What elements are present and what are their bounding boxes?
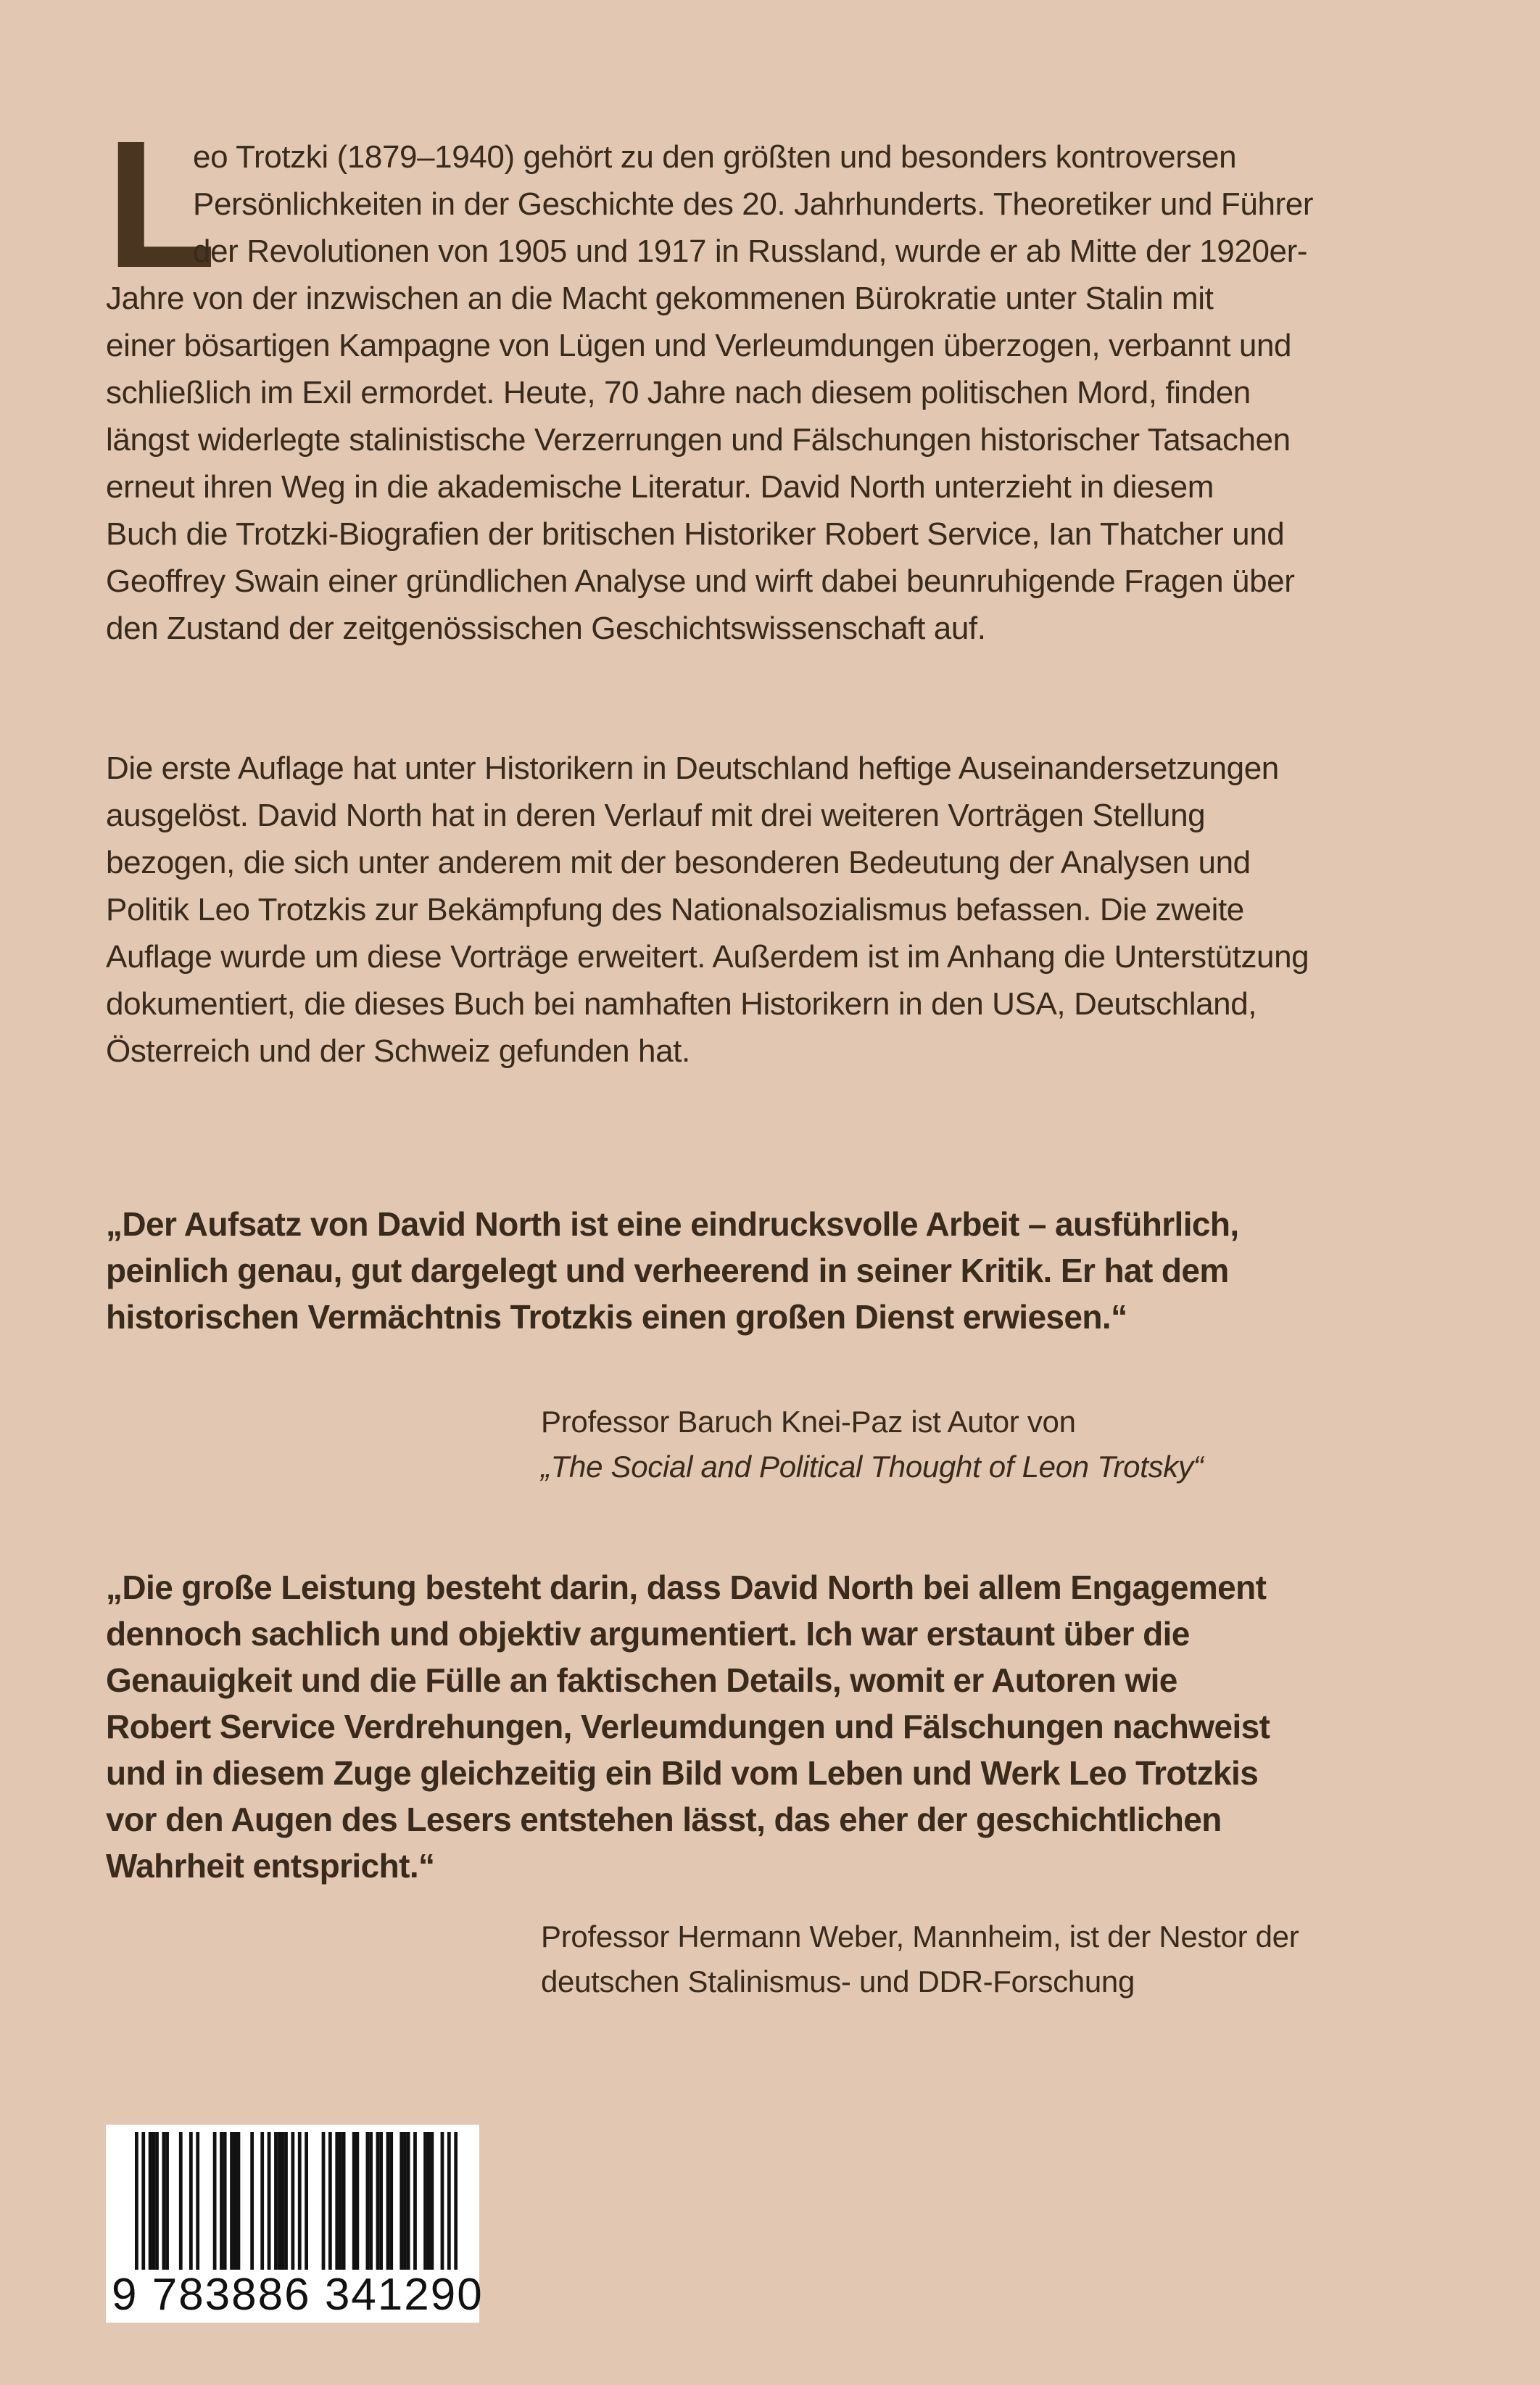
- barcode-bar: [379, 2132, 383, 2270]
- barcode-bar: [389, 2132, 393, 2270]
- barcode-bar: [220, 2132, 223, 2270]
- barcode-bar: [250, 2132, 254, 2270]
- text-line: der Revolutionen von 1905 und 1917 in Russland, wurde er ab Mitte der 1920er-: [193, 233, 1308, 269]
- text-line: Politik Leo Trotzkis zur Bekämpfung des Nationalsozialismus befassen. Die zweite: [106, 892, 1244, 927]
- quote-line: Wahrheit entspricht.“: [106, 1847, 435, 1885]
- attribution-line: deutschen Stalinismus- und DDR-Forschung: [541, 1964, 1135, 1998]
- barcode-bar: [162, 2132, 165, 2270]
- drop-cap: L: [106, 103, 217, 305]
- barcode-bar: [278, 2132, 281, 2270]
- quote-line: „Der Aufsatz von David North ist eine eindrucksvolle Arbeit – ausführlich,: [106, 1205, 1239, 1243]
- quote-line: peinlich genau, gut dargelegt und verheerend in seiner Kritik. Er hat dem: [106, 1252, 1229, 1289]
- barcode-bar: [339, 2132, 342, 2270]
- text-line: dokumentiert, die dieses Buch bei namhaften Historikern in den USA, Deutschland,: [106, 986, 1257, 1022]
- attribution-line: Professor Baruch Knei-Paz ist Autor von: [541, 1405, 1076, 1439]
- barcode-bar: [281, 2132, 284, 2270]
- barcode-bar: [322, 2132, 326, 2270]
- text-line: Persönlichkeiten in der Geschichte des 20. Jahrhunderts. Theoretiker und Führer: [193, 186, 1314, 222]
- text-line: ausgelöst. David North hat in deren Verlauf mit drei weiteren Vorträgen Stellung: [106, 798, 1206, 833]
- barcode-bar: [423, 2132, 427, 2270]
- barcode-bar: [355, 2132, 359, 2270]
- text-line: erneut ihren Weg in die akademische Literatur. David North unterzieht in diesem: [106, 469, 1214, 505]
- text-line: bezogen, die sich unter anderem mit der besonderen Bedeutung der Analysen und: [106, 845, 1251, 880]
- barcode-bar: [376, 2132, 380, 2270]
- barcode-bar: [403, 2132, 407, 2270]
- barcode-bar: [196, 2132, 199, 2270]
- barcode-bar: [237, 2132, 241, 2270]
- attribution-line: Professor Hermann Weber, Mannheim, ist der Nestor der: [541, 1919, 1299, 1954]
- barcode-bar: [165, 2132, 169, 2270]
- text-line: eo Trotzki (1879–1940) gehört zu den größten und besonders kontroversen: [193, 139, 1237, 175]
- text-line: Auflage wurde um diese Vorträge erweitert. Außerdem ist im Anhang die Unterstützung: [106, 939, 1309, 975]
- barcode-bar: [223, 2132, 227, 2270]
- text-line: Österreich und der Schweiz gefunden hat.: [106, 1033, 690, 1069]
- barcode-bar: [386, 2132, 390, 2270]
- barcode-bar: [268, 2132, 271, 2270]
- text-line: Die erste Auflage hat unter Historikern in Deutschland heftige Auseinandersetzungen: [106, 751, 1279, 786]
- barcode-bar: [274, 2132, 278, 2270]
- barcode-bar: [400, 2132, 403, 2270]
- barcode-bar: [155, 2132, 159, 2270]
- quote-attribution-2: [541, 1914, 1411, 2004]
- barcode-bar: [305, 2132, 308, 2270]
- barcode-bars: [135, 2132, 458, 2270]
- text-line: Jahre von der inzwischen an die Macht gekommenen Bürokratie unter Stalin mit: [106, 281, 1214, 316]
- barcode-digits: 9 783886 341290: [112, 2270, 484, 2320]
- quote-line: vor den Augen des Lesers entstehen lässt, das eher der geschichtlichen: [106, 1801, 1222, 1838]
- barcode-bar: [179, 2132, 183, 2270]
- text-line: den Zustand der zeitgenössischen Geschichtswissenschaft auf.: [106, 611, 986, 646]
- text-line: Geoffrey Swain einer gründlichen Analyse und wirft dabei beunruhigende Fragen über: [106, 563, 1295, 599]
- text-line: einer bösartigen Kampagne von Lügen und Verleumdungen überzogen, verbannt und: [106, 328, 1292, 363]
- barcode-bar: [454, 2132, 458, 2270]
- barcode-bar: [298, 2132, 302, 2270]
- quote-line: Robert Service Verdrehungen, Verleumdungen und Fälschungen nachweist: [106, 1708, 1270, 1745]
- quote-line: dennoch sachlich und objektiv argumentiert. Ich war erstaunt über die: [106, 1615, 1190, 1653]
- quote-line: und in diesem Zuge gleichzeitig ein Bild vom Leben und Werk Leo Trotzkis: [106, 1754, 1259, 1792]
- barcode-bar: [149, 2132, 152, 2270]
- barcode-bar: [233, 2132, 237, 2270]
- barcode-bar: [335, 2132, 339, 2270]
- barcode-bar: [441, 2132, 444, 2270]
- barcode-bar: [230, 2132, 233, 2270]
- barcode-bar: [260, 2132, 264, 2270]
- text-line: längst widerlegte stalinistische Verzerrungen und Fälschungen historischer Tatsachen: [106, 422, 1291, 458]
- quote-line: historischen Vermächtnis Trotzkis einen großen Dienst erwiesen.“: [106, 1298, 1127, 1336]
- isbn-barcode: [106, 2125, 484, 2323]
- barcode-bar: [284, 2132, 288, 2270]
- text-line: schließlich im Exil ermordet. Heute, 70 Jahre nach diesem politischen Mord, finden: [106, 375, 1251, 410]
- barcode-bar: [342, 2132, 346, 2270]
- barcode-bar: [135, 2132, 138, 2270]
- barcode-bar: [447, 2132, 451, 2270]
- barcode-bar: [369, 2132, 373, 2270]
- blurb-paragraph-1: [106, 133, 1411, 652]
- barcode-bar: [141, 2132, 145, 2270]
- barcode-bar: [213, 2132, 217, 2270]
- barcode-bar: [291, 2132, 294, 2270]
- quote-attribution-1: [541, 1400, 1411, 1489]
- barcode-bar: [431, 2132, 434, 2270]
- barcode-bar: [328, 2132, 332, 2270]
- barcode-bar: [189, 2132, 193, 2270]
- quote-line: Genauigkeit und die Fülle an faktischen Details, womit er Autoren wie: [106, 1661, 1177, 1699]
- quote-line: „Die große Leistung besteht darin, dass David North bei allem Engagement: [106, 1568, 1267, 1606]
- review-quote-1: [106, 1201, 1425, 1340]
- barcode-bar: [413, 2132, 417, 2270]
- review-quote-2: [106, 1564, 1425, 1889]
- text-line: Buch die Trotzki-Biografien der britischen Historiker Robert Service, Ian Thatcher und: [106, 516, 1285, 552]
- blurb-paragraph-2: [106, 745, 1411, 1075]
- barcode-bar: [407, 2132, 410, 2270]
- barcode-bar: [152, 2132, 155, 2270]
- barcode-bar: [366, 2132, 370, 2270]
- attribution-book-title: „The Social and Political Thought of Leon Trotsky“: [541, 1450, 1204, 1484]
- barcode-bar: [427, 2132, 431, 2270]
- barcode-bar: [352, 2132, 356, 2270]
